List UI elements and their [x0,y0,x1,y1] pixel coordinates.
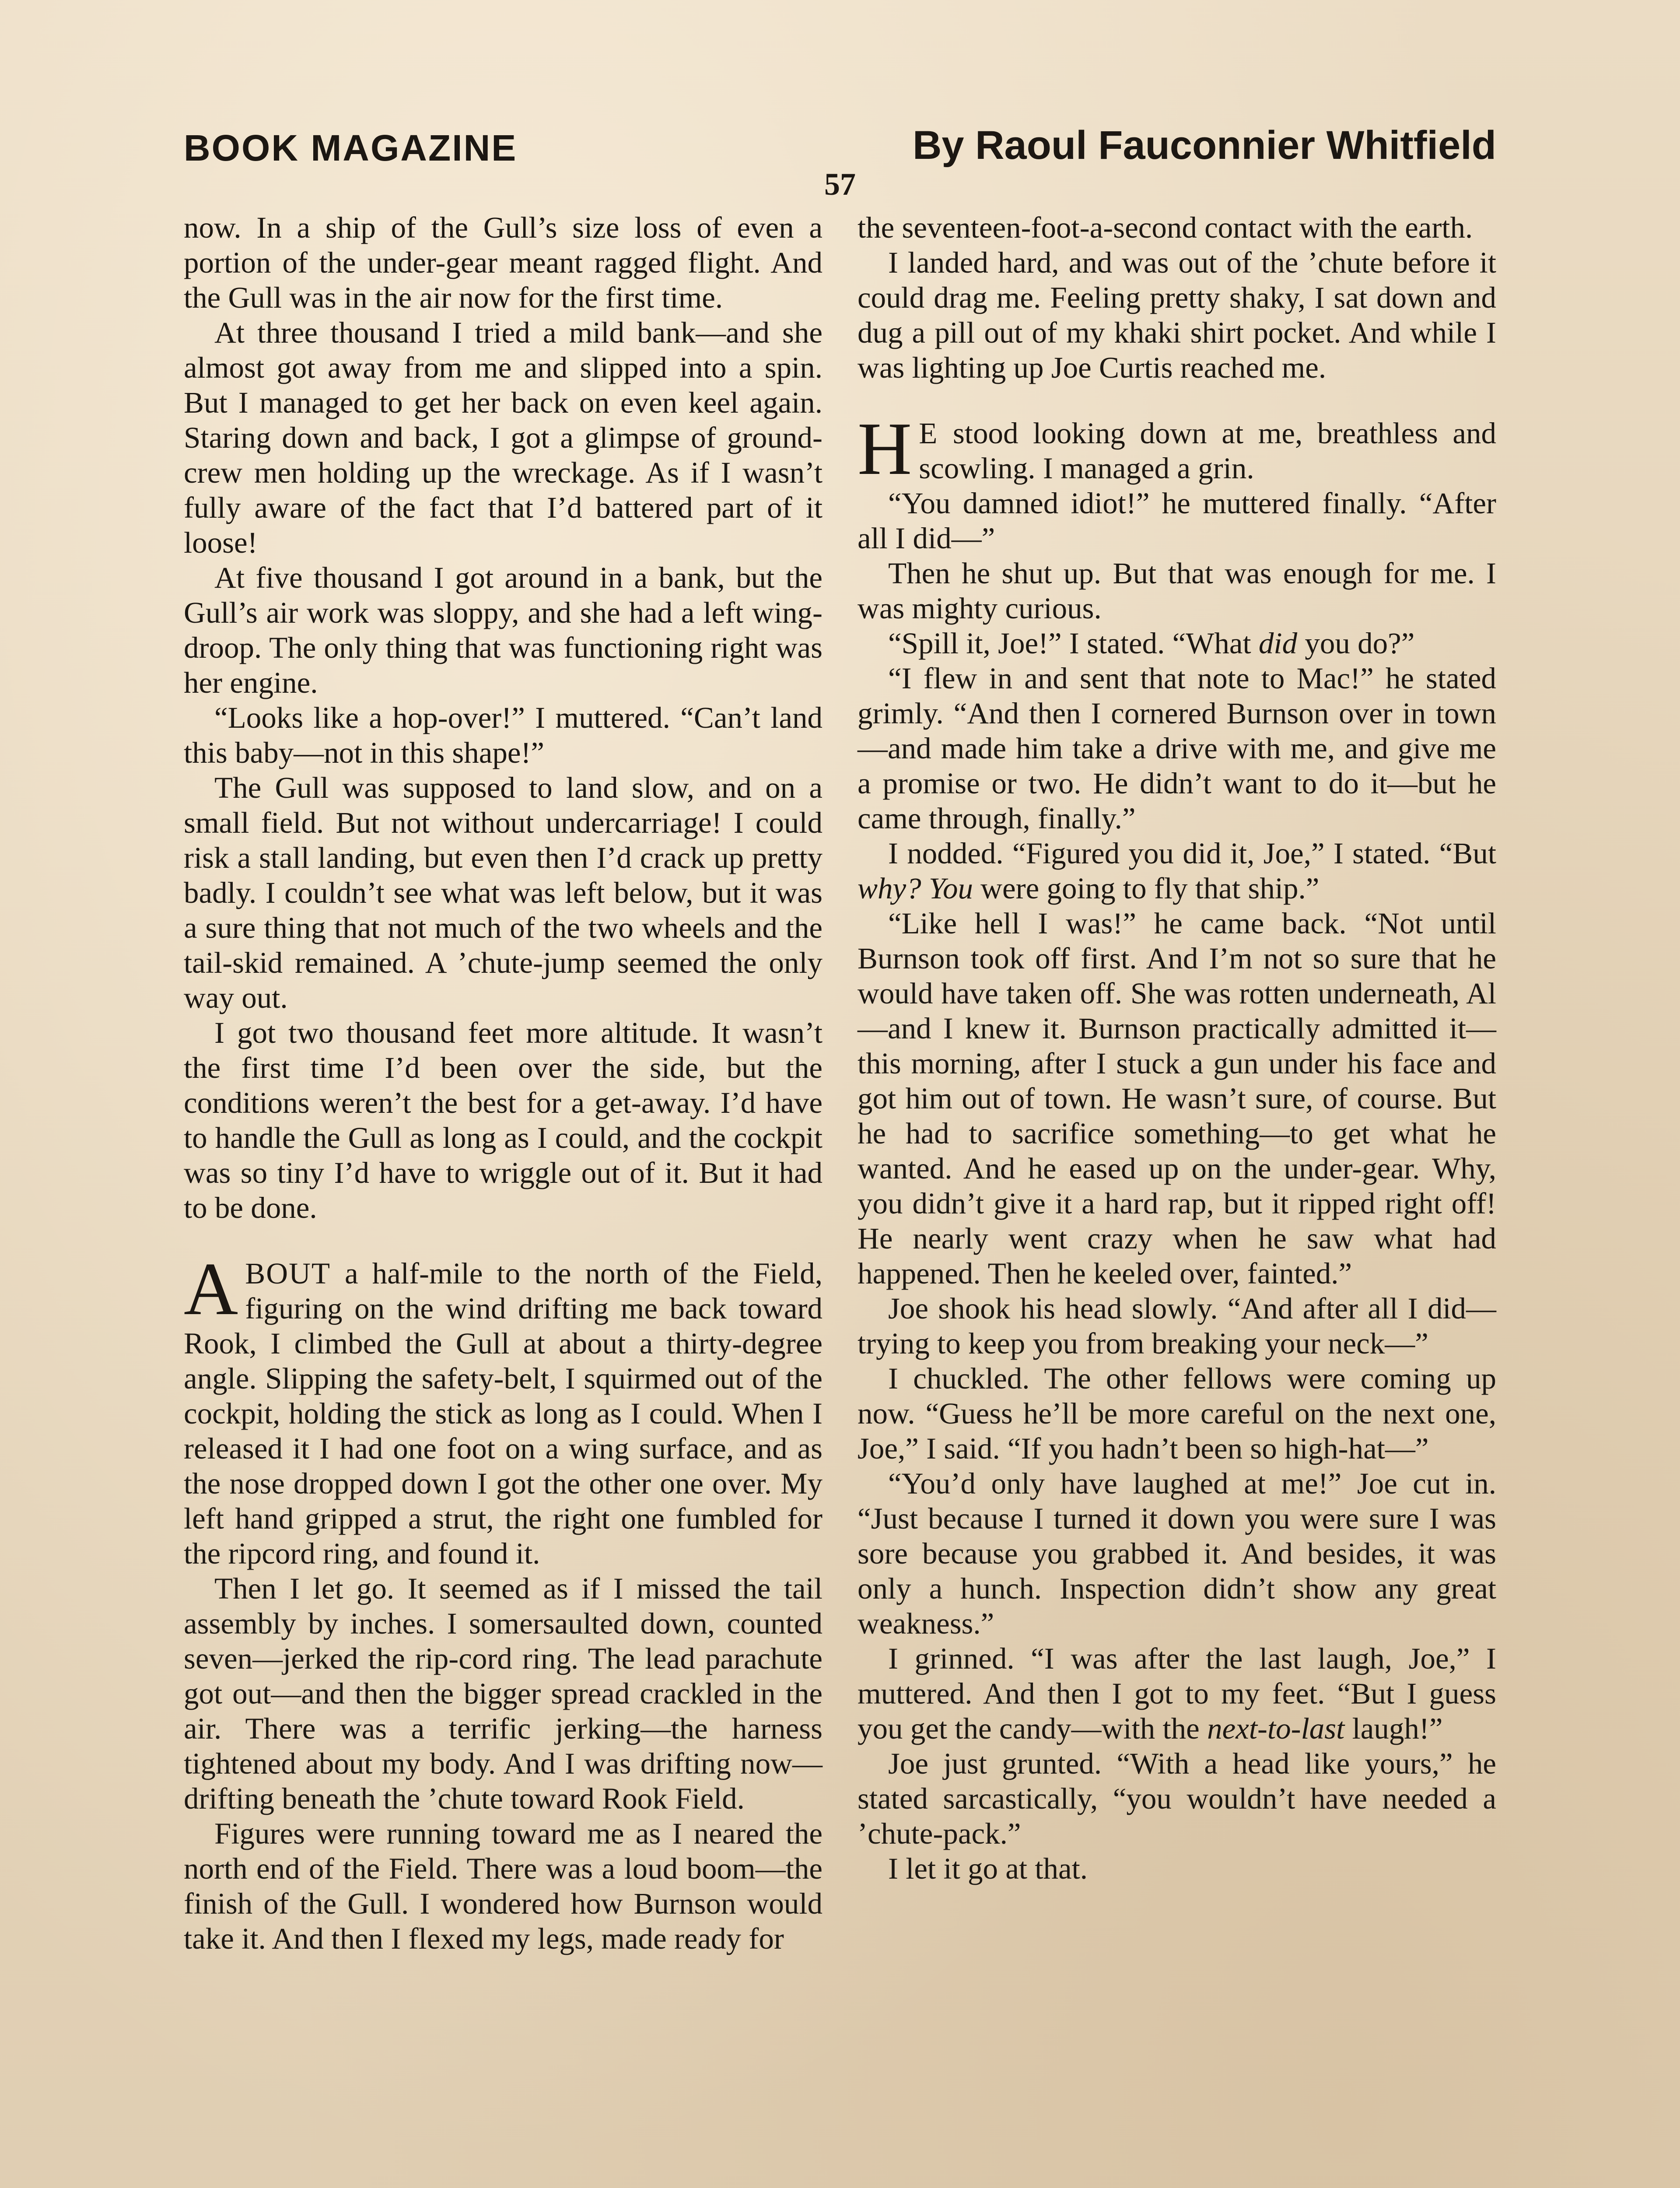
magazine-title: BOOK MAGAZINE [184,127,518,168]
text-span: I grinned. “I was after the last laugh, Joe,” I muttered. And then I got to my feet. “But I guess you get the candy—with the [858,1642,1496,1745]
left-column [184,210,822,2188]
paragraph: I let it go at that. [888,1852,1088,1885]
right-column [858,210,1496,2188]
italic-word: why? You [858,872,973,905]
text-span: were going to fly that ship.” [973,872,1320,905]
paragraph: “Looks like a hop-over!” I muttered. “Can’t land this baby—not in this shape!” [184,701,822,769]
drop-cap: A [184,1248,238,1331]
paragraph: “Like hell I was!” he came back. “Not until Burnson took off first. And I’m not so sure that he would have taken off. She was rotten underneath, Al—and I knew it. Burnson practically admitted it—this morning, after I stuck a gun under his face and got him out of town. He wasn’t sure, of course. But he had to sacrifice something—to get what he wanted. And he eased up on the under-gear. Why, you didn’t give it a hard rap, but it ripped right off! He nearly went crazy when he saw what had happened. Then he keeled over, fainted.” [858,907,1496,1290]
small-caps-lead: E [919,417,938,450]
story-body [184,210,1496,2188]
paragraph: Figures were running toward me as I neared the north end of the Field. There was a loud boom—the finish of the Gull. I wondered how Burnson would take it. And then I flexed my legs, made ready for [184,1817,822,1955]
section-start-paragraph [184,1248,822,1571]
paragraph: At five thousand I got around in a bank, but the Gull’s air work was sloppy, and she had a left wing-droop. The only thing that was functioning right was her engine. [184,561,822,699]
paragraph: The Gull was supposed to land slow, and on a small field. But not without undercarriage! I could risk a stall landing, but even then I’d crack up pretty badly. I couldn’t see what was left below, but it was a sure thing that not much of the two wheels and the tail-skid remained. A ’chute-jump seemed the only way out. [184,771,822,1014]
section-start-paragraph [858,407,1496,491]
paragraph: Then I let go. It seemed as if I missed the tail assembly by inches. I somersaulted down, counted seven—jerked the rip-cord ring. The lead parachute got out—and then the bigger spread crackled in the air. There was a terrific jerking—the harness tightened about my body. And I was drifting now—drifting beneath the ’chute toward Rook Field. [184,1572,822,1815]
paragraph: now. In a ship of the Gull’s size loss of even a portion of the under-gear meant ragged flight. And the Gull was in the air now for the first time. [184,211,822,314]
paragraph: “You damned idiot!” he muttered finally. “After all I did—” [858,487,1496,555]
paragraph: Then he shut up. But that was enough for me. I was mighty curious. [858,557,1496,625]
paragraph: I got two thousand feet more altitude. It wasn’t the first time I’d been over the side, but the conditions weren’t the best for a get-away. I’d have to handle the Gull as long as I could, and the cockpit was so tiny I’d have to wriggle out of it. But it had to be done. [184,1016,822,1224]
paragraph: Joe just grunted. “With a head like yours,” he stated sarcastically, “you wouldn’t have needed a ’chute-pack.” [858,1747,1496,1850]
paragraph [858,1641,1496,1746]
running-header [184,114,1496,175]
small-caps-lead: BOUT [245,1257,331,1290]
text-span: I nodded. “Figured you did it, Joe,” I stated. “But [888,837,1496,870]
paragraph [858,836,1496,906]
paragraph-text: a half-mile to the north of the Field, figuring on the wind drifting me back toward Rook, I climbed the Gull at about a thirty-degree angle. Slipping the safety-belt, I squirmed out of the cockpit, holding the stick as long as I could. When I released it I had one foot on a wing surface, and as the nose dropped down I got the other one over. My left hand gripped a strut, the right one fumbled for the ripcord ring, and found it. [184,1257,822,1570]
paragraph [858,626,1496,661]
drop-cap: H [858,407,912,491]
italic-word: next-to-last [1207,1712,1345,1745]
text-span: you do?” [1297,627,1415,660]
paragraph: I chuckled. The other fellows were coming up now. “Guess he’ll be more careful on the next one, Joe,” I said. “If you hadn’t been so high-hat—” [858,1362,1496,1465]
paragraph: the seventeen-foot-a-second contact with the earth. [858,211,1473,244]
paragraph: I landed hard, and was out of the ’chute before it could drag me. Feeling pretty shaky, I sat down and dug a pill out of my khaki shirt pocket. And while I was lighting up Joe Curtis reached me. [858,246,1496,384]
paragraph: At three thousand I tried a mild bank—and she almost got away from me and slipped into a spin. But I managed to get her back on even keel again. Staring down and back, I got a glimpse of ground-crew men holding up the wreckage. As if I wasn’t fully aware of the fact that I’d battered part of it loose! [184,316,822,559]
paragraph: “I flew in and sent that note to Mac!” he stated grimly. “And then I cornered Burnson over in town—and made him take a drive with me, and give me a promise or two. He didn’t want to do it—but he came through, finally.” [858,662,1496,835]
paragraph: Joe shook his head slowly. “And after all I did—trying to keep you from breaking your neck—” [858,1292,1496,1360]
page-number: 57 [824,167,856,202]
text-span: laugh!” [1344,1712,1443,1745]
paragraph: “You’d only have laughed at me!” Joe cut in. “Just because I turned it down you were sure I was sore because you grabbed it. And besides, it was only a hunch. Inspection didn’t show any great weakness.” [858,1467,1496,1640]
author-byline: By Raoul Fauconnier Whitfield [912,123,1496,168]
italic-word: did [1258,627,1298,660]
paragraph-text: stood looking down at me, breathless and scowling. I managed a grin. [919,417,1496,485]
text-span: “Spill it, Joe!” I stated. “What [888,627,1259,660]
